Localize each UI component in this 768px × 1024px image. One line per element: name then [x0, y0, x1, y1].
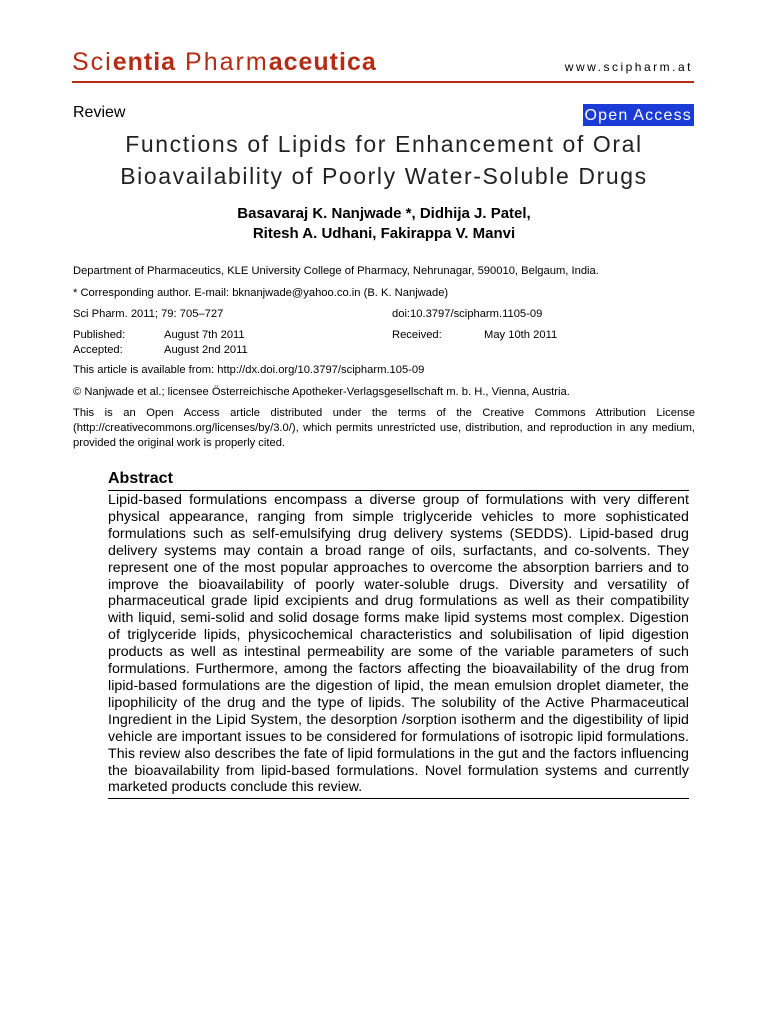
journal-website: www.scipharm.at	[564, 60, 693, 74]
journal-title-part2: entia	[112, 48, 177, 76]
affiliation: Department of Pharmaceutics, KLE University College of Pharmacy, Nehrunagar, 590010, Belgaum, India.	[73, 265, 599, 277]
received-label: Received:	[392, 329, 442, 341]
journal-title-part1: Sci	[72, 48, 113, 76]
author-list	[40, 204, 728, 244]
citation: Sci Pharm. 2011; 79: 705–727	[73, 308, 224, 320]
doi: doi:10.3797/scipharm.1105-09	[392, 308, 543, 320]
abstract-text: Lipid-based formulations encompass a diverse group of formulations with very different physical appearance, ranging from simple triglyceride vehicles to more sophisticated formulations such as self-emulsifying drug delivery systems (SEDDS). Lipid-based drug delivery systems may contain a broad range of oils, surfactants, and co-solvents. They represent one of the most popular approaches to overcome the absorption barriers and to improve the bioavailability of poorly water-soluble drugs. Diversity and versatility of pharmaceutical grade lipid excipients and drug formulations as well as their compatibility with liquid, semi-solid and solid dosage forms make lipid systems most complex. Digestion of triglyceride lipids, physicochemical characteristics and solubilisation of lipid digestion products as well as intestinal permeability are some of the variable parameters of such formulations. Furthermore, among the factors affecting the bioavailability of the drug from lipid-based formulations are the digestion of lipid, the mean emulsion droplet diameter, the lipophilicity of the drug and the type of lipids. The solubility of the Active Pharmaceutical Ingredient in the Lipid System, the desorption /sorption isotherm and the digestibility of lipid vehicle are important issues to be considered for formulations of isotropic lipid formulations. This review also describes the fate of lipid formulations in the gut and the factors influencing the bioavailability from lipid-based formulations. Novel formulation systems and currently marketed products conclude this review.	[108, 492, 689, 796]
journal-title-part4: aceutica	[268, 48, 377, 76]
authors-line-2: Ritesh A. Udhani, Fakirappa V. Manvi	[252, 225, 516, 242]
title-line-2: Bioavailability of Poorly Water-Soluble Drugs	[120, 163, 648, 189]
article-title	[40, 128, 728, 192]
published-value: August 7th 2011	[164, 329, 245, 341]
authors-line-1: Basavaraj K. Nanjwade *, Didhija J. Patel,	[237, 205, 531, 222]
journal-title-part3: Pharm	[176, 48, 269, 76]
copyright: © Nanjwade et al.; licensee Österreichische Apotheker-Verlagsgesellschaft m. b. H., Vienna, Austria.	[73, 386, 570, 398]
citation-row	[73, 307, 695, 322]
availability-link[interactable]: This article is available from: http://dx.doi.org/10.3797/scipharm.105-09	[73, 364, 425, 376]
open-access-badge: Open Access	[583, 104, 694, 126]
accepted-value: August 2nd 2011	[164, 344, 248, 356]
received-value: May 10th 2011	[484, 329, 558, 341]
dates-block	[73, 328, 695, 358]
abstract-section	[108, 470, 689, 799]
abstract-bottom-divider	[108, 798, 689, 799]
article-type: Review	[73, 104, 126, 121]
title-line-1: Functions of Lipids for Enhancement of Oral	[125, 131, 643, 157]
abstract-heading: Abstract	[108, 470, 173, 487]
abstract-top-divider	[108, 490, 689, 491]
corresponding-author: * Corresponding author. E-mail: bknanjwade@yahoo.co.in (B. K. Nanjwade)	[73, 287, 449, 299]
license-statement: This is an Open Access article distributed under the terms of the Creative Commons Attribution License (http://creativecommons.org/licenses/by/3.0/), which permits unrestricted use, distribution, and reproduction in any medium, provided the original work is properly cited.	[73, 407, 695, 449]
journal-title	[72, 48, 377, 77]
published-label: Published:	[73, 329, 126, 341]
header-divider	[72, 81, 694, 83]
accepted-label: Accepted:	[73, 344, 123, 356]
